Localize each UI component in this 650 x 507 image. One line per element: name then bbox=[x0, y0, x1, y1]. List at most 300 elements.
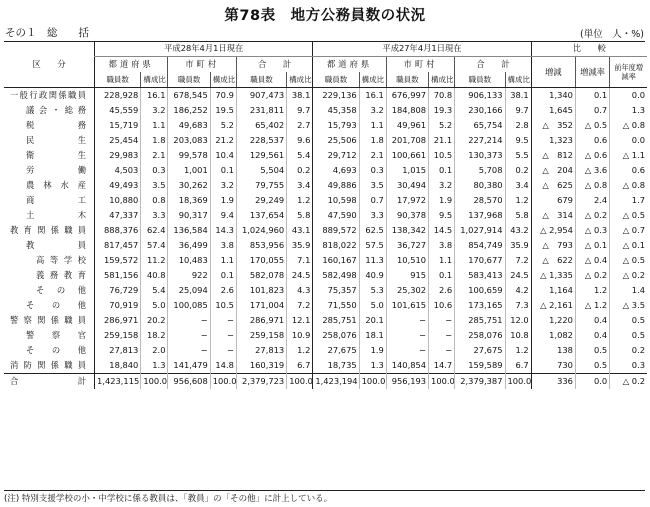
header-ratio: 構成比 bbox=[505, 72, 531, 88]
row-label: 合 計 bbox=[4, 374, 95, 390]
header-staff: 職員数 bbox=[95, 72, 141, 88]
table-cell: 230,166 bbox=[455, 103, 505, 118]
table-cell: 100,659 bbox=[455, 283, 505, 298]
table-cell: 5.8 bbox=[287, 208, 313, 223]
header-staff: 職員数 bbox=[455, 72, 505, 88]
table-cell: 258,076 bbox=[455, 328, 505, 343]
table-cell: 170,677 bbox=[455, 253, 505, 268]
table-cell: 70.8 bbox=[429, 88, 455, 104]
header-prev-change-rate: 前年度増減率 bbox=[610, 57, 647, 88]
table-row bbox=[4, 313, 647, 328]
table-cell: 9.6 bbox=[287, 133, 313, 148]
table-cell: 0.5 bbox=[610, 313, 647, 328]
table-cell: 18,369 bbox=[168, 193, 210, 208]
table-cell: − bbox=[429, 313, 455, 328]
table-cell: 853,956 bbox=[236, 238, 286, 253]
table-cell: 10.9 bbox=[287, 328, 313, 343]
table-cell: 1,001 bbox=[168, 163, 210, 178]
table-cell: 1,340 bbox=[531, 88, 575, 104]
table-cell: 1.3 bbox=[610, 103, 647, 118]
row-label: 警 察 官 bbox=[26, 330, 87, 340]
table-cell: 70,919 bbox=[95, 298, 141, 313]
table-cell: 0.2 bbox=[287, 163, 313, 178]
table-cell: 3.3 bbox=[141, 208, 168, 223]
table-cell: 35.9 bbox=[287, 238, 313, 253]
table-cell: 0.3 bbox=[610, 358, 647, 374]
table-cell: 1,323 bbox=[531, 133, 575, 148]
table-cell: 62.5 bbox=[359, 223, 386, 238]
table-cell: △ 0.7 bbox=[610, 223, 647, 238]
table-cell: 4.2 bbox=[505, 283, 531, 298]
table-cell: 138 bbox=[531, 343, 575, 358]
table-cell: 1.8 bbox=[359, 133, 386, 148]
table-row bbox=[4, 223, 647, 238]
table-cell: 2.8 bbox=[505, 118, 531, 133]
table-cell: 906,133 bbox=[455, 88, 505, 104]
table-cell: 1.1 bbox=[429, 253, 455, 268]
page-title: 第78表 地方公務員数の状況 bbox=[224, 8, 426, 24]
table-cell: 0.0 bbox=[610, 133, 647, 148]
table-cell: 5.3 bbox=[359, 283, 386, 298]
table-cell: 1,024,960 bbox=[236, 223, 286, 238]
table-cell: 11.2 bbox=[141, 253, 168, 268]
table-cell: 9.4 bbox=[210, 208, 236, 223]
table-row bbox=[4, 88, 647, 104]
table-cell: 0.1 bbox=[210, 268, 236, 283]
table-cell: − bbox=[429, 328, 455, 343]
table-cell: 100.0 bbox=[287, 374, 313, 390]
table-cell: 9.7 bbox=[287, 103, 313, 118]
header-comparison: 比 較 bbox=[531, 41, 647, 57]
table-cell: 286,971 bbox=[236, 313, 286, 328]
table-cell: △ 0.8 bbox=[610, 118, 647, 133]
table-row bbox=[4, 178, 647, 193]
table-cell: 0.7 bbox=[359, 193, 386, 208]
table-row bbox=[4, 133, 647, 148]
table-cell: 14.8 bbox=[210, 358, 236, 374]
table-cell: 583,413 bbox=[455, 268, 505, 283]
table-cell: △ 352 bbox=[531, 118, 575, 133]
table-cell: △ 0.2 bbox=[610, 374, 647, 390]
table-cell: 0.1 bbox=[429, 268, 455, 283]
row-label: そ の 他 bbox=[26, 300, 87, 310]
row-label: 一般行政関係職員 bbox=[10, 90, 87, 100]
table-cell: 1,220 bbox=[531, 313, 575, 328]
table-cell: 138,342 bbox=[386, 223, 428, 238]
table-cell: 17,972 bbox=[386, 193, 428, 208]
table-cell: 30,494 bbox=[386, 178, 428, 193]
table-cell: 5.4 bbox=[141, 283, 168, 298]
table-cell: 0.4 bbox=[575, 313, 609, 328]
table-cell: 160,319 bbox=[236, 358, 286, 374]
table-cell: 227,214 bbox=[455, 133, 505, 148]
row-label: 高等学校 bbox=[36, 255, 87, 265]
table-cell: 2.4 bbox=[575, 193, 609, 208]
table-cell: 27,675 bbox=[455, 343, 505, 358]
table-cell: 5.8 bbox=[505, 208, 531, 223]
table-cell: 10.8 bbox=[505, 328, 531, 343]
table-cell: 4.3 bbox=[287, 283, 313, 298]
table-cell: 62.4 bbox=[141, 223, 168, 238]
table-cell: 29,249 bbox=[236, 193, 286, 208]
table-cell: − bbox=[210, 313, 236, 328]
table-cell: 0.5 bbox=[610, 328, 647, 343]
table-cell: 6.7 bbox=[505, 358, 531, 374]
table-cell: 9.7 bbox=[505, 103, 531, 118]
table-cell: − bbox=[386, 328, 428, 343]
table-cell: 730 bbox=[531, 358, 575, 374]
header-total-2016: 合 計 bbox=[236, 57, 312, 73]
table-cell: 581,156 bbox=[95, 268, 141, 283]
header-ratio: 構成比 bbox=[359, 72, 386, 88]
header-staff: 職員数 bbox=[386, 72, 428, 88]
table-cell: △ 793 bbox=[531, 238, 575, 253]
header-staff: 職員数 bbox=[168, 72, 210, 88]
table-cell: △ 0.8 bbox=[575, 178, 609, 193]
table-row bbox=[4, 374, 647, 390]
table-cell: 27,675 bbox=[313, 343, 359, 358]
table-cell: 2.0 bbox=[141, 343, 168, 358]
table-cell: 5.5 bbox=[505, 148, 531, 163]
table-cell: △ 0.3 bbox=[575, 223, 609, 238]
table-cell: 24.5 bbox=[287, 268, 313, 283]
table-cell: 19.3 bbox=[429, 103, 455, 118]
table-cell: 100,085 bbox=[168, 298, 210, 313]
table-cell: 25,094 bbox=[168, 283, 210, 298]
table-cell: 10,483 bbox=[168, 253, 210, 268]
table-cell: 136,584 bbox=[168, 223, 210, 238]
table-cell: 36,499 bbox=[168, 238, 210, 253]
table-cell: 907,473 bbox=[236, 88, 286, 104]
table-cell: 3.2 bbox=[429, 178, 455, 193]
row-label: 土 木 bbox=[26, 210, 87, 220]
table-cell: 10.5 bbox=[429, 148, 455, 163]
table-cell: 203,083 bbox=[168, 133, 210, 148]
table-cell: − bbox=[168, 343, 210, 358]
table-cell: 15,793 bbox=[313, 118, 359, 133]
table-cell: 100.0 bbox=[210, 374, 236, 390]
table-cell: 19.5 bbox=[210, 103, 236, 118]
table-cell: 5.2 bbox=[429, 118, 455, 133]
table-cell: 36,727 bbox=[386, 238, 428, 253]
table-cell: 18.2 bbox=[141, 328, 168, 343]
table-cell: 90,317 bbox=[168, 208, 210, 223]
table-cell: 7.2 bbox=[287, 298, 313, 313]
table-cell: 25,454 bbox=[95, 133, 141, 148]
table-cell: − bbox=[210, 328, 236, 343]
table-cell: 18.1 bbox=[359, 328, 386, 343]
row-label: 教 員 bbox=[26, 240, 87, 250]
header-staff: 職員数 bbox=[313, 72, 359, 88]
unit-label: (単位 人・%) bbox=[580, 29, 644, 40]
table-row bbox=[4, 358, 647, 374]
table-cell: 49,683 bbox=[168, 118, 210, 133]
table-cell: 170,055 bbox=[236, 253, 286, 268]
table-cell: 29,983 bbox=[95, 148, 141, 163]
table-cell: 49,886 bbox=[313, 178, 359, 193]
table-cell: 817,457 bbox=[95, 238, 141, 253]
table-cell: 2,379,387 bbox=[455, 374, 505, 390]
row-label: 警察関係職員 bbox=[10, 315, 87, 325]
table-cell: 159,589 bbox=[455, 358, 505, 374]
table-cell: 40.8 bbox=[141, 268, 168, 283]
header-ratio: 構成比 bbox=[141, 72, 168, 88]
table-cell: 171,004 bbox=[236, 298, 286, 313]
table-cell: 14.3 bbox=[210, 223, 236, 238]
table-cell: 16.1 bbox=[359, 88, 386, 104]
header-municipality-2016: 市町村 bbox=[168, 57, 236, 73]
table-cell: 1.9 bbox=[359, 343, 386, 358]
table-row bbox=[4, 238, 647, 253]
table-cell: 186,252 bbox=[168, 103, 210, 118]
row-label: そ の 他 bbox=[36, 285, 87, 295]
table-cell: 76,729 bbox=[95, 283, 141, 298]
table-cell: 100.0 bbox=[141, 374, 168, 390]
table-cell: 2.6 bbox=[429, 283, 455, 298]
table-cell: 30,262 bbox=[168, 178, 210, 193]
table-cell: 0.1 bbox=[575, 88, 609, 104]
table-cell: 889,572 bbox=[313, 223, 359, 238]
table-cell: 100.0 bbox=[505, 374, 531, 390]
table-cell: 12.0 bbox=[505, 313, 531, 328]
table-cell: 915 bbox=[386, 268, 428, 283]
table-cell: 18,840 bbox=[95, 358, 141, 374]
table-cell: 1,423,194 bbox=[313, 374, 359, 390]
table-cell: 336 bbox=[531, 374, 575, 390]
table-cell: △ 1.1 bbox=[610, 148, 647, 163]
table-cell: 0.8 bbox=[141, 193, 168, 208]
table-cell: △ 0.6 bbox=[575, 148, 609, 163]
table-cell: 10.4 bbox=[210, 148, 236, 163]
table-cell: 922 bbox=[168, 268, 210, 283]
table-row bbox=[4, 328, 647, 343]
table-cell: 2.1 bbox=[359, 148, 386, 163]
footnote: (注) 特別支援学校の小・中学校に係る教員は、「教員」の「その他」に計上している。 bbox=[4, 494, 333, 504]
table-cell: 7.1 bbox=[287, 253, 313, 268]
table-row bbox=[4, 268, 647, 283]
table-cell: 10.6 bbox=[429, 298, 455, 313]
table-cell: 20.1 bbox=[359, 313, 386, 328]
table-cell: 259,158 bbox=[95, 328, 141, 343]
table-cell: △ 1,335 bbox=[531, 268, 575, 283]
table-cell: 0.1 bbox=[429, 163, 455, 178]
table-cell: 956,608 bbox=[168, 374, 210, 390]
header-ratio: 構成比 bbox=[210, 72, 236, 88]
table-cell: 2.6 bbox=[210, 283, 236, 298]
table-cell: 1,423,115 bbox=[95, 374, 141, 390]
table-row bbox=[4, 103, 647, 118]
table-row bbox=[4, 208, 647, 223]
table-cell: 0.3 bbox=[141, 163, 168, 178]
table-cell: 888,376 bbox=[95, 223, 141, 238]
table-cell: 65,402 bbox=[236, 118, 286, 133]
table-cell: △ 0.2 bbox=[610, 268, 647, 283]
table-cell: 285,751 bbox=[455, 313, 505, 328]
table-cell: 160,167 bbox=[313, 253, 359, 268]
table-cell: 1.2 bbox=[287, 343, 313, 358]
table-body bbox=[4, 88, 647, 390]
table-cell: 49,961 bbox=[386, 118, 428, 133]
table-cell: 99,578 bbox=[168, 148, 210, 163]
table-cell: 79,755 bbox=[236, 178, 286, 193]
table-cell: 184,808 bbox=[386, 103, 428, 118]
table-cell: △ 0.1 bbox=[610, 238, 647, 253]
table-cell: △ 2,161 bbox=[531, 298, 575, 313]
row-label: 農林水産 bbox=[26, 180, 87, 190]
table-row bbox=[4, 193, 647, 208]
table-cell: 14.7 bbox=[429, 358, 455, 374]
header-municipality-2015: 市町村 bbox=[386, 57, 454, 73]
table-row bbox=[4, 253, 647, 268]
table-cell: 21.2 bbox=[210, 133, 236, 148]
table-cell: 0.0 bbox=[610, 88, 647, 104]
table-cell: 679 bbox=[531, 193, 575, 208]
table-cell: △ 0.4 bbox=[575, 253, 609, 268]
table-cell: 1.2 bbox=[505, 193, 531, 208]
table-cell: △ 625 bbox=[531, 178, 575, 193]
table-cell: 3.5 bbox=[359, 178, 386, 193]
table-row bbox=[4, 118, 647, 133]
table-cell: 0.4 bbox=[575, 328, 609, 343]
table-cell: 3.2 bbox=[210, 178, 236, 193]
table-cell: 676,997 bbox=[386, 88, 428, 104]
table-cell: 57.5 bbox=[359, 238, 386, 253]
table-cell: 47,337 bbox=[95, 208, 141, 223]
row-label: 商 工 bbox=[26, 195, 87, 205]
staff-table bbox=[4, 41, 647, 389]
table-cell: 70.9 bbox=[210, 88, 236, 104]
table-cell: 1,645 bbox=[531, 103, 575, 118]
table-cell: 29,712 bbox=[313, 148, 359, 163]
table-cell: 3.4 bbox=[287, 178, 313, 193]
table-cell: 141,479 bbox=[168, 358, 210, 374]
table-cell: 5.4 bbox=[287, 148, 313, 163]
table-cell: 7.3 bbox=[505, 298, 531, 313]
header-period-2016: 平成28年4月1日現在 bbox=[95, 41, 313, 57]
table-cell: − bbox=[168, 328, 210, 343]
table-cell: 0.6 bbox=[610, 163, 647, 178]
table-cell: 0.3 bbox=[359, 163, 386, 178]
table-cell: 1,015 bbox=[386, 163, 428, 178]
table-cell: △ 3.6 bbox=[575, 163, 609, 178]
table-cell: 4,503 bbox=[95, 163, 141, 178]
table-cell: 101,615 bbox=[386, 298, 428, 313]
table-cell: − bbox=[386, 343, 428, 358]
table-cell: △ 1.2 bbox=[575, 298, 609, 313]
table-cell: 10.5 bbox=[210, 298, 236, 313]
table-cell: 956,193 bbox=[386, 374, 428, 390]
table-cell: △ 3.5 bbox=[610, 298, 647, 313]
table-cell: 5.0 bbox=[141, 298, 168, 313]
table-cell: 9.5 bbox=[429, 208, 455, 223]
table-cell: 25,302 bbox=[386, 283, 428, 298]
table-cell: 0.5 bbox=[575, 358, 609, 374]
table-cell: 201,708 bbox=[386, 133, 428, 148]
table-cell: 10,880 bbox=[95, 193, 141, 208]
table-cell: 229,136 bbox=[313, 88, 359, 104]
header-total-2015: 合 計 bbox=[455, 57, 531, 73]
table-cell: 1.2 bbox=[505, 343, 531, 358]
table-cell: 3.4 bbox=[505, 178, 531, 193]
table-cell: 259,158 bbox=[236, 328, 286, 343]
table-cell: − bbox=[210, 343, 236, 358]
table-cell: 0.7 bbox=[575, 103, 609, 118]
table-cell: 100.0 bbox=[429, 374, 455, 390]
table-cell: 3.3 bbox=[359, 208, 386, 223]
table-cell: 1,164 bbox=[531, 283, 575, 298]
table-cell: 27,813 bbox=[236, 343, 286, 358]
table-cell: 45,358 bbox=[313, 103, 359, 118]
table-row bbox=[4, 343, 647, 358]
table-cell: 0.2 bbox=[610, 343, 647, 358]
table-cell: 27,813 bbox=[95, 343, 141, 358]
table-cell: 5,504 bbox=[236, 163, 286, 178]
table-cell: 818,022 bbox=[313, 238, 359, 253]
table-cell: △ 314 bbox=[531, 208, 575, 223]
row-label: 議会・総務 bbox=[26, 105, 87, 115]
table-cell: △ 812 bbox=[531, 148, 575, 163]
table-cell: 57.4 bbox=[141, 238, 168, 253]
table-cell: 4,693 bbox=[313, 163, 359, 178]
table-row bbox=[4, 298, 647, 313]
table-cell: 47,590 bbox=[313, 208, 359, 223]
table-cell: 38.1 bbox=[505, 88, 531, 104]
table-cell: 228,537 bbox=[236, 133, 286, 148]
table-cell: △ 0.5 bbox=[610, 253, 647, 268]
table-cell: 3.2 bbox=[141, 103, 168, 118]
table-cell: 3.2 bbox=[359, 103, 386, 118]
table-cell: 10,510 bbox=[386, 253, 428, 268]
table-cell: 137,654 bbox=[236, 208, 286, 223]
table-cell: 25,506 bbox=[313, 133, 359, 148]
table-cell: 159,572 bbox=[95, 253, 141, 268]
table-cell: △ 0.5 bbox=[575, 118, 609, 133]
table-cell: 582,078 bbox=[236, 268, 286, 283]
table-cell: 35.9 bbox=[505, 238, 531, 253]
table-cell: 101,823 bbox=[236, 283, 286, 298]
header-prefecture-2015: 都道府県 bbox=[313, 57, 386, 73]
row-label: 税 務 bbox=[26, 120, 87, 130]
table-cell: 1.1 bbox=[359, 118, 386, 133]
row-label: 労 働 bbox=[26, 165, 87, 175]
row-label: 民 生 bbox=[26, 135, 87, 145]
table-cell: △ 2,954 bbox=[531, 223, 575, 238]
table-cell: 16.1 bbox=[141, 88, 168, 104]
header-staff: 職員数 bbox=[236, 72, 286, 88]
table-cell: 1.3 bbox=[141, 358, 168, 374]
row-label: 義務教育 bbox=[36, 270, 87, 280]
table-cell: 43.1 bbox=[287, 223, 313, 238]
table-cell: 10,598 bbox=[313, 193, 359, 208]
table-row bbox=[4, 163, 647, 178]
table-cell: 582,498 bbox=[313, 268, 359, 283]
table-cell: △ 0.8 bbox=[610, 178, 647, 193]
table-cell: 137,968 bbox=[455, 208, 505, 223]
table-cell: 12.1 bbox=[287, 313, 313, 328]
table-cell: 14.5 bbox=[429, 223, 455, 238]
header-prefecture-2016: 都道府県 bbox=[95, 57, 168, 73]
table-cell: 231,811 bbox=[236, 103, 286, 118]
table-cell: 20.2 bbox=[141, 313, 168, 328]
table-cell: 43.2 bbox=[505, 223, 531, 238]
table-cell: 45,559 bbox=[95, 103, 141, 118]
table-cell: 40.9 bbox=[359, 268, 386, 283]
table-cell: 0.5 bbox=[575, 343, 609, 358]
header-change-rate: 増減率 bbox=[575, 57, 609, 88]
table-cell: 1.3 bbox=[359, 358, 386, 374]
table-cell: 854,749 bbox=[455, 238, 505, 253]
table-cell: △ 0.2 bbox=[575, 208, 609, 223]
